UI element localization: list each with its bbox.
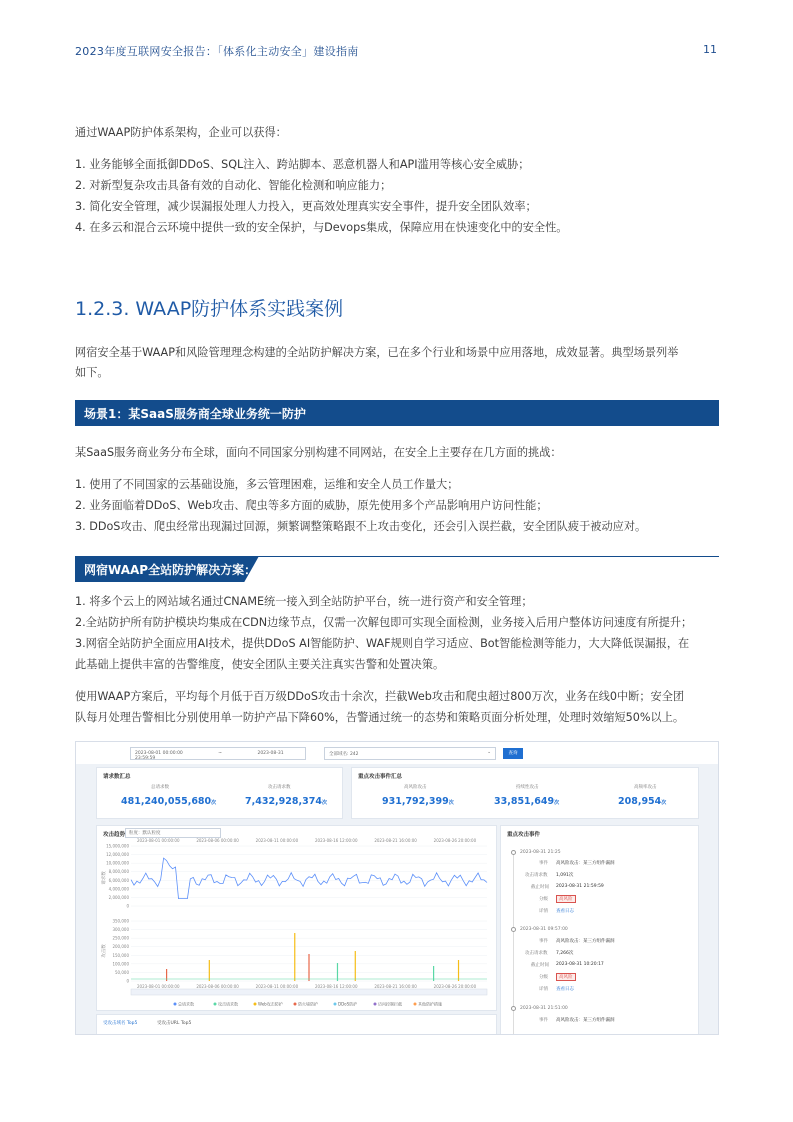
- x-tick-label: 2023-08-26 20:00:00: [433, 984, 477, 989]
- intro-lead: 通过WAAP防护体系架构，企业可以获得：: [75, 126, 287, 139]
- intro-item-1: 1. 业务能够全面抵御DDoS、SQL注入、跨站脚本、恶意机器人和API滥用等核心安全威胁；: [75, 158, 530, 171]
- section-title: 1.2.3. WAAP防护体系实践案例: [75, 298, 344, 320]
- event-name-label: 事件: [539, 1018, 548, 1023]
- y-tick-label: 100,000: [112, 961, 129, 967]
- tab-top5-urls[interactable]: 受攻击URL Top5: [157, 1021, 192, 1026]
- y-tick-label: 15,000,000: [106, 843, 129, 849]
- solution-item-3: 3.网宿全站防护全面应用AI技术，提供DDoS AI智能防护、WAF规则自学习适应、Bot智能检测等能力，大大降低误漏报，在: [75, 637, 690, 650]
- y-tick-label: 350,000: [112, 918, 129, 924]
- x-tick-label: 2023-08-26 20:00:00: [433, 838, 477, 843]
- scenario-item-1: 1. 使用了不同国家的云基础设施，多云管理困难，运维和安全人员工作量大；: [75, 478, 459, 491]
- total-requests-label: 总请求数: [151, 785, 169, 790]
- high-freq-label: 高频率攻击: [634, 785, 657, 790]
- y-tick-label: 8,000,000: [108, 869, 129, 875]
- persistent-number: 33,851,649: [494, 796, 555, 807]
- total-requests-value: [121, 796, 216, 807]
- event-level-label: 分级: [539, 897, 548, 902]
- persistent-label: 持续性攻击: [516, 785, 539, 790]
- trend-chart-svg: [97, 826, 498, 1012]
- intro-item-2: 2. 对新型复杂攻击具备有效的自动化、智能化检测和响应能力；: [75, 179, 392, 192]
- event-name: 高风险攻击：某三方组件漏洞: [556, 939, 615, 944]
- solution-result-line-1: 使用WAAP方案后，平均每个月低于百万级DDoS攻击十余次，拦截Web攻击和爬虫超过800万次，业务在线0中断；安全团: [75, 690, 685, 703]
- dashboard-screenshot: [75, 741, 719, 1035]
- legend-marker: [294, 1003, 297, 1006]
- legend-marker: [374, 1003, 377, 1006]
- total-requests-number: 481,240,055,680: [121, 796, 212, 807]
- y-tick-label: 6,000,000: [108, 877, 129, 883]
- top5-card: [96, 1014, 497, 1035]
- page-header: [0, 0, 793, 72]
- scenario-lead: 某SaaS服务商业务分布全球，面向不同国家分别构建不同网站，在安全上主要存在几方面的挑战：: [75, 446, 562, 459]
- x-tick-label: 2023-08-01 00:00:00: [137, 984, 180, 989]
- x-tick-label: 2023-08-21 16:00:00: [374, 984, 417, 989]
- timeline-dot: [511, 927, 516, 932]
- event-end: 2023-08-31 21:59:59: [556, 884, 604, 889]
- events-panel-title: 重点攻击事件: [507, 832, 541, 838]
- y-tick-label: 50,000: [115, 969, 129, 975]
- event-name-label: 事件: [539, 939, 548, 944]
- events-panel: [500, 825, 699, 1035]
- y-tick-label: 4,000,000: [108, 886, 129, 892]
- date-range-input[interactable]: [130, 747, 306, 760]
- event-name: 高风险攻击：某三方组件漏洞: [556, 1018, 615, 1023]
- intro-item-4: 4. 在多云和混合云环境中提供一致的安全保护，与Devops集成，保障应用在快速变化中的安全性。: [75, 221, 568, 234]
- scenario-banner: [75, 400, 719, 426]
- legend-label: 攻击请求数: [218, 1001, 238, 1007]
- high-freq-unit: 次: [661, 800, 667, 806]
- view-log-link[interactable]: 查看日志: [556, 987, 574, 992]
- page-number: 11: [703, 43, 717, 56]
- total-requests-unit: 次: [211, 800, 217, 806]
- legend-label: 其他防护措施: [418, 1001, 442, 1007]
- attack-requests-value: [245, 796, 327, 807]
- scenario-item-3: 3. DDoS攻击、爬虫经常出现漏过回源，频繁调整策略跟不上攻击变化，还会引入误拦截，安全团队疲于被动应对。: [75, 520, 647, 533]
- persistent-unit: 次: [554, 800, 560, 806]
- high-freq-value: [618, 796, 666, 807]
- y-tick-label: 12,000,000: [106, 852, 129, 858]
- event-detail-label: 详情: [539, 987, 548, 992]
- x-tick-label: 2023-08-11 00:00:00: [255, 838, 299, 843]
- attack-requests-label: 攻击请求数: [268, 785, 291, 790]
- x-tick-label: 2023-08-21 16:00:00: [374, 838, 417, 843]
- timeline-dot: [511, 850, 516, 855]
- y-axis-label: 请求数: [102, 871, 107, 885]
- high-freq-number: 208,954: [618, 796, 662, 807]
- total-requests-line: [131, 858, 487, 899]
- legend-marker: [334, 1003, 337, 1006]
- date-start: 2023-08-01 00:00:00: [135, 751, 183, 756]
- event-end-label: 截止时间: [531, 885, 549, 890]
- attack-requests-number: 7,432,928,374: [245, 796, 322, 807]
- event-summary-title: 重点攻击事件汇总: [358, 774, 403, 780]
- date-separator: ~: [218, 751, 223, 756]
- y-tick-label: 0: [126, 978, 129, 984]
- event-name: 高风险攻击：某三方组件漏洞: [556, 861, 615, 866]
- query-button[interactable]: 查询: [503, 748, 523, 759]
- event-name-label: 事件: [539, 861, 548, 866]
- legend-marker: [214, 1003, 217, 1006]
- scenario-item-2: 2. 业务面临着DDoS、Web攻击、爬虫等多方面的威胁，原先使用多个产品影响用户访问性能；: [75, 499, 548, 512]
- solution-item-1: 1. 将多个云上的网站域名通过CNAME统一接入到全站防护平台，统一进行资产和安全管理；: [75, 595, 533, 608]
- x-tick-label: 2023-08-06 00:00:00: [196, 984, 239, 989]
- section-paragraph-line-1: 网宿安全基于WAAP和风险管理理念构建的全站防护解决方案，已在多个行业和场景中应用落地，成效显著。典型场景列举: [75, 346, 679, 359]
- solution-banner-title: 网宿WAAP全站防护解决方案：: [84, 563, 257, 577]
- legend-label: 访问控制拦截: [378, 1001, 402, 1007]
- tab-top5-domains[interactable]: 受攻击域名 Top5: [103, 1021, 138, 1026]
- legend-label: DDoS防护: [338, 1001, 358, 1007]
- scenario-banner-title: 场景1：某SaaS服务商全球业务统一防护: [84, 407, 306, 421]
- y-tick-label: 0: [126, 903, 129, 909]
- timeline-dot: [511, 1006, 516, 1011]
- report-title: 2023年度互联网安全报告：「体系化主动安全」建设指南: [75, 45, 359, 58]
- legend-label: 防火墙防护: [298, 1001, 318, 1007]
- event-end-label: 截止时间: [531, 963, 549, 968]
- domain-select-value: 全部域名: 242: [329, 752, 359, 757]
- attack-trend-title: 攻击趋势: [103, 832, 126, 838]
- y-tick-label: 150,000: [112, 952, 129, 958]
- x-tick-label: 2023-08-16 12:00:00: [315, 984, 358, 989]
- solution-item-2: 2.全站防护所有防护模块均集成在CDN边缘节点，仅需一次解包即可实现全面检测，业务接入后用户整体访问速度有所提升；: [75, 616, 693, 629]
- view-log-link[interactable]: 查看日志: [556, 909, 574, 914]
- request-summary-title: 请求数汇总: [103, 774, 131, 780]
- event-count: 1,091次: [556, 873, 574, 878]
- event-level-label: 分级: [539, 975, 548, 980]
- high-risk-unit: 次: [448, 800, 454, 806]
- y-tick-label: 2,000,000: [108, 894, 129, 900]
- event-count-label: 攻击请求数: [525, 951, 548, 956]
- legend-marker: [414, 1003, 417, 1006]
- x-tick-label: 2023-08-11 00:00:00: [255, 984, 299, 989]
- x-tick-label: 2023-08-16 12:00:00: [315, 838, 358, 843]
- intro-item-3: 3. 简化安全管理，减少误漏报处理人力投入，更高效处理真实安全事件，提升安全团队效率；: [75, 200, 537, 213]
- legend-marker: [174, 1003, 177, 1006]
- solution-banner: [75, 556, 719, 582]
- y-tick-label: 300,000: [112, 927, 129, 933]
- legend-label: 总请求数: [178, 1001, 194, 1007]
- y-axis-label: 攻击数: [102, 944, 107, 958]
- chevron-down-icon: ⌄: [487, 750, 491, 755]
- high-risk-value: [382, 796, 454, 807]
- event-count-label: 攻击请求数: [525, 873, 548, 878]
- solution-item-3-cont: 此基础上提供丰富的告警维度，使安全团队主要关注真实告警和处置决策。: [75, 658, 445, 671]
- date-end: 2023-08-31 23:59:59: [135, 751, 284, 761]
- request-summary-card: [96, 767, 343, 819]
- zoom-slider: [131, 989, 487, 995]
- high-risk-number: 931,792,399: [382, 796, 449, 807]
- event-summary-card: [351, 767, 699, 819]
- event-count: 7,266次: [556, 951, 574, 956]
- high-risk-label: 高风险攻击: [404, 785, 427, 790]
- section-paragraph-line-2: 如下。: [75, 366, 109, 379]
- legend-marker: [254, 1003, 257, 1006]
- event-time: 2023-08-31 21:51:00: [520, 1006, 568, 1011]
- attack-requests-unit: 次: [321, 800, 327, 806]
- y-tick-label: 10,000,000: [106, 860, 129, 866]
- granularity-value: 粒度：默认粒度: [129, 831, 161, 836]
- event-time: 2023-08-31 21:25: [520, 850, 561, 855]
- y-tick-label: 200,000: [112, 944, 129, 950]
- x-tick-label: 2023-08-01 00:00:00: [137, 838, 180, 843]
- x-tick-label: 2023-08-06 00:00:00: [196, 838, 239, 843]
- domain-select[interactable]: [324, 747, 496, 760]
- event-time: 2023-08-31 09:57:00: [520, 927, 568, 932]
- attack-trend-card: [96, 825, 497, 1011]
- event-end: 2023-08-31 10:20:17: [556, 962, 604, 967]
- legend-label: Web攻击防护: [258, 1001, 283, 1007]
- risk-badge: 高风险: [556, 973, 576, 981]
- event-detail-label: 详情: [539, 909, 548, 914]
- persistent-value: [494, 796, 559, 807]
- solution-result-line-2: 队每月处理告警相比分别使用单一防护产品下降60%，告警通过统一的态势和策略页面分析处理，处理时效缩短50%以上。: [75, 711, 685, 724]
- risk-badge: 高风险: [556, 895, 576, 903]
- y-tick-label: 250,000: [112, 935, 129, 941]
